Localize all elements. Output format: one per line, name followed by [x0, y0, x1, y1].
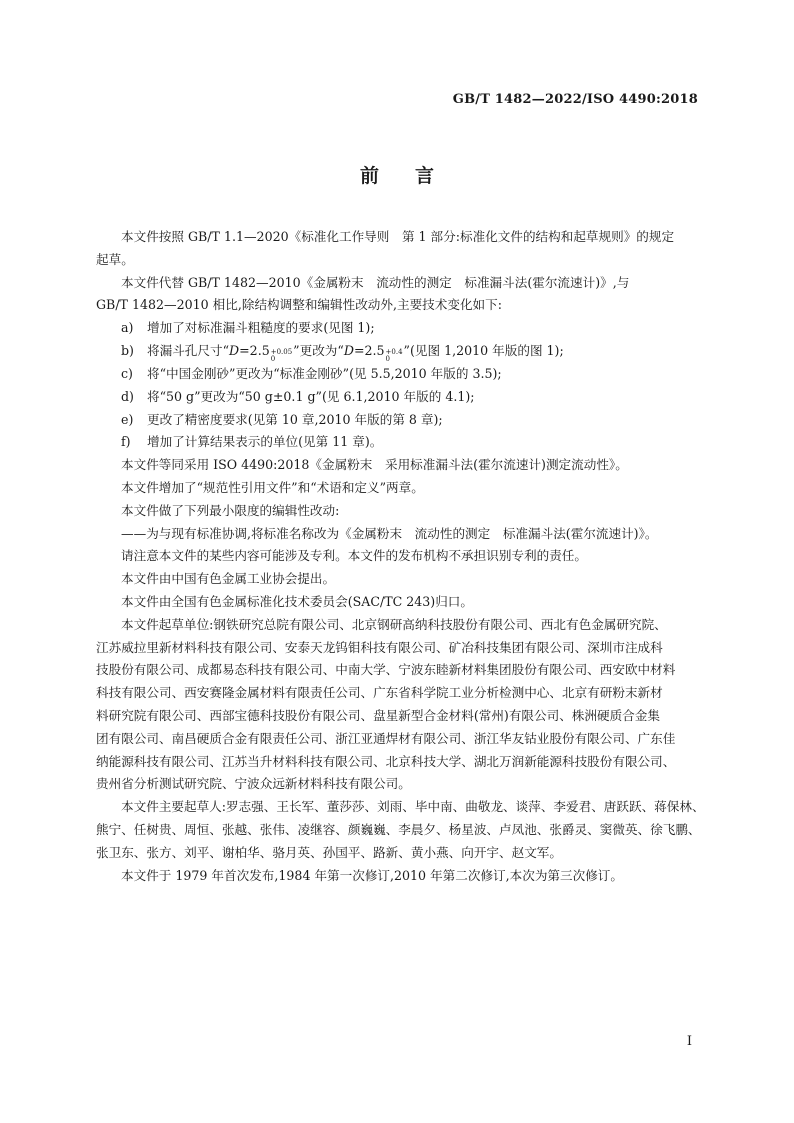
paragraph-technical-committee: 本文件由全国有色金属标准化技术委员会(SAC/TC 243)归口。	[121, 593, 473, 609]
paragraph-revision-history: 本文件于 1979 年首次发布,1984 年第一次修订,2010 年第二次修订,本次为第三次修订。	[121, 867, 623, 883]
tolerance	[386, 349, 403, 363]
drafting-units-line: 团有限公司、南昌硬质合金有限责任公司、浙江亚通焊材有限公司、浙江华友钴业股份有限公司、广东佳	[96, 730, 676, 746]
paragraph-drafting-rules-line-1: 本文件按照 GB/T 1.1—2020《标准化工作导则 第 1 部分:标准化文件的结构和起草规则》的规定	[121, 229, 675, 244]
paragraph-patent-notice: 请注意本文件的某些内容可能涉及专利。本文件的发布机构不承担识别专利的责任。	[121, 548, 587, 564]
change-item-label: f)	[121, 434, 131, 450]
change-item-e	[96, 409, 712, 432]
paragraph-replaces-line-2: GB/T 1482—2010 相比,除结构调整和编辑性改动外,主要技术变化如下:	[96, 297, 502, 313]
page-number: I	[686, 1034, 692, 1049]
change-item-text-mid: ”更改为“	[293, 342, 344, 358]
change-item-text-post: ”(见图 1,2010 年版的图 1);	[403, 342, 564, 358]
tolerance-upper: +0.4	[385, 347, 403, 356]
change-item-label: b)	[121, 342, 134, 358]
change-item-text: 增加了对标准漏斗粗糙度的要求(见图 1);	[147, 320, 375, 336]
drafting-units-line: 贵州省分析测试研究院、宁波众远新材料科技有限公司。	[96, 776, 411, 792]
drafting-units-line: 本文件起草单位:钢铁研究总院有限公司、北京钢研高纳科技股份有限公司、西北有色金属研究院、	[121, 616, 667, 632]
change-item-text: 更改了精密度要求(见第 10 章,2010 年版的第 8 章);	[147, 411, 443, 427]
change-item-c	[96, 363, 712, 386]
change-item-a	[96, 317, 712, 340]
standard-number-header: GB/T 1482—2022/ISO 4490:2018	[452, 92, 698, 107]
paragraph-added-chapters: 本文件增加了“规范性引用文件”和“术语和定义”两章。	[121, 479, 424, 495]
paragraph-proposer: 本文件由中国有色金属工业协会提出。	[121, 571, 336, 587]
page-title: 前言	[359, 165, 470, 187]
drafting-units-line: 料研究院有限公司、西部宝德科技股份有限公司、盘星新型合金材料(常州)有限公司、株洲硬质合金集	[96, 707, 660, 723]
change-item-text-pre: 将漏斗孔尺寸“	[147, 342, 230, 358]
drafters-line: 熊宁、任树贵、周恒、张越、张伟、凌继容、颜巍巍、李晨夕、杨星波、卢凤池、张爵灵、窦微英、徐飞鹏、	[96, 821, 701, 837]
drafters-line: 本文件主要起草人:罗志强、王长军、董莎莎、刘雨、毕中南、曲敬龙、谈萍、李爱君、唐跃跃、蒋保林、	[121, 799, 705, 815]
drafting-units-line: 技股份有限公司、成都易态科技有限公司、中南大学、宁波东睦新材料集团股份有限公司、西安欧中材料	[96, 662, 676, 678]
change-item-label: c)	[121, 365, 133, 381]
drafting-units-line: 江苏威拉里新材料科技有限公司、安泰天龙钨钼科技有限公司、矿冶科技集团有限公司、深圳市注成科	[96, 639, 663, 655]
change-item-d	[96, 386, 712, 409]
change-item-b	[96, 340, 712, 363]
paragraph-editorial-intro: 本文件做了下列最小限度的编辑性改动:	[121, 502, 340, 518]
change-item-f	[96, 431, 712, 454]
change-item-label: e)	[121, 411, 134, 427]
tolerance-lower: 0	[270, 354, 276, 363]
paragraph-replaces-line-1: 本文件代替 GB/T 1482—2010《金属粉末 流动性的测定 标准漏斗法(霍尔流速计)》,与	[121, 274, 630, 290]
drafting-units-line: 纳能源科技有限公司、江苏当升材料科技有限公司、北京科技大学、湖北万润新能源科技股份有限公司、	[96, 753, 676, 769]
variable-d: D	[343, 342, 354, 358]
drafters-line: 张卫东、张方、刘平、谢柏华、骆月英、孙国平、路新、黄小燕、向开宇、赵文军。	[96, 844, 562, 860]
variable-d: D	[229, 342, 240, 358]
nominal-value: =2.5	[353, 342, 385, 358]
tolerance-upper: +0.05	[270, 347, 293, 356]
paragraph-iso-equivalence: 本文件等同采用 ISO 4490:2018《金属粉末 采用标准漏斗法(霍尔流速计)测定流动性》。	[121, 457, 628, 473]
nominal-value: =2.5	[239, 342, 270, 358]
tolerance	[271, 349, 292, 363]
foreword-body	[96, 226, 712, 887]
change-item-text: 将“中国金刚砂”更改为“标准金刚砂”(见 5.5,2010 年版的 3.5);	[147, 365, 502, 381]
change-item-text: 将“50 g”更改为“50 g±0.1 g”(见 6.1,2010 年版的 4.1);	[147, 388, 475, 404]
paragraph-drafting-rules-line-2: 起草。	[96, 251, 134, 267]
tolerance-lower: 0	[385, 354, 391, 363]
paragraph-editorial-item: ——为与现有标准协调,将标准名称改为《金属粉末 流动性的测定 标准漏斗法(霍尔流速计)》。	[121, 525, 658, 541]
change-item-text: 增加了计算结果表示的单位(见第 11 章)。	[147, 434, 383, 450]
change-item-label: a)	[121, 320, 134, 336]
drafting-units-line: 科技有限公司、西安赛隆金属材料有限责任公司、广东省科学院工业分析检测中心、北京有研粉末新材	[96, 685, 663, 701]
change-item-label: d)	[121, 388, 134, 404]
